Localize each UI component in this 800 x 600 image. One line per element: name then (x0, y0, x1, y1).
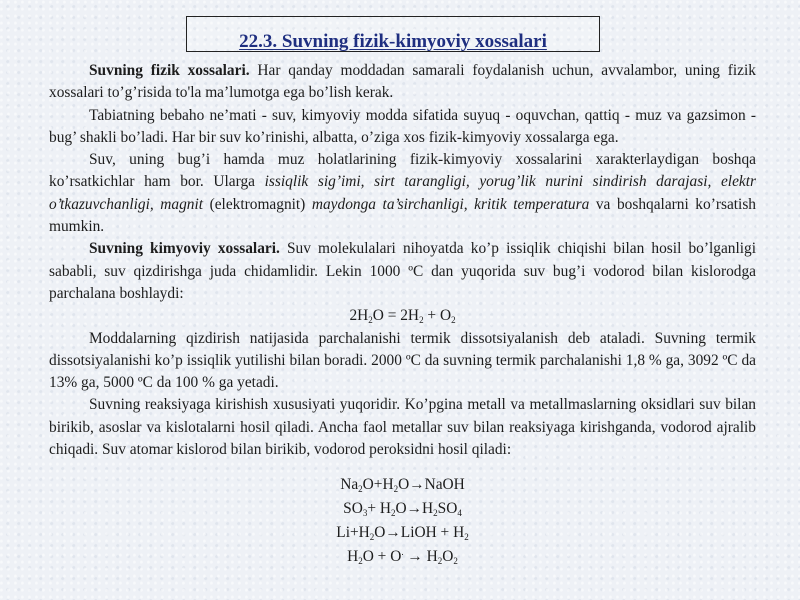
paragraph-chemical-properties (49, 238, 756, 305)
paragraph-states-of-water (49, 105, 756, 150)
equation-lithium: $Li+H_2O\to LiOH + H_2$ (336, 524, 469, 543)
arrow-icon: → (406, 500, 423, 518)
paragraph-text: (elektromagnit) (203, 195, 312, 213)
arrow-icon: → (385, 524, 401, 542)
paragraph-text: Suv, uning bug’i hamda muz holatlarining fizik-kimyoviy xossalarini xarakterlaydigan boshqa ko’rsatkichlar ham bor. Ularga (49, 151, 756, 191)
paragraph-physical-properties (49, 60, 756, 105)
equation-sodium-oxide: $Na_2O+H_2O\to NaOH$ (340, 476, 465, 495)
document-body (49, 60, 756, 569)
paragraph-text: Suvning reaksiyaga kirishish xususiyati yuqoridir. Ko’pgina metall va metallmaslarning oksidlari suv bilan birikib, asoslar va kislotalarni hosil qiladi. Ancha faol metallar suv bilan reaksiyaga kirishganda, vodorod ajralib chiqadi. Suv atomar kislorod bilan birikib, vodorod peroksidni hosil qiladi: (49, 396, 756, 459)
paragraph-text: Har qanday moddadan samarali foydalanish uchun, avvalambor, uning fizik xossalari to’g’risida to'la ma’lumotga ega bo’lish kerak. (49, 62, 756, 102)
italic-terms: issiqlik sig’imi, sirt tarangligi, yorug’lik nurini sindirish darajasi, elektr o’tkazuvchanligi, magnit (49, 173, 756, 213)
paragraph-text: Moddalarning qizdirish natijasida parchalanishi termik dissotsiyalanish deb ataladi. Suvning termik dissotsiyalanishi ko’p issiqlik yutilishi bilan boradi. 2000 ºC da suvning termik parchalanishi 1,8 % ga, 3092 ºC da 13% ga, 5000 ºC da 100 % ga yetadi. (49, 329, 756, 392)
reaction-equations (49, 473, 756, 569)
arrow-icon: → (409, 476, 425, 494)
paragraph-thermal-dissociation (49, 328, 756, 395)
paragraph-lead-chemical: Suvning kimyoviy xossalari. (89, 240, 280, 258)
arrow-icon: → (403, 548, 427, 566)
section-title-box (186, 16, 600, 52)
paragraph-lead-physical: Suvning fizik xossalari. (89, 62, 250, 79)
paragraph-reactivity (49, 394, 756, 461)
paragraph-text: va boshqalarni ko’rsatish mumkin. (49, 195, 757, 236)
paragraph-text: Tabiatning bebaho ne’mati - suv, kimyoviy modda sifatida suyuq - oquvchan, qattiq - muz va gazsimon - bug’ shakli bo’ladi. Har bir suv ko’rinishi, albatta, o’ziga xos fizik-kimyoviy xossalarga ega. (49, 106, 756, 146)
equation-sulfur-trioxide: $SO_3+ H_2O\to H_2SO_4$ (343, 500, 462, 519)
equation-water-decomposition: $2H_2O = 2H_2 + O_2$ (349, 307, 456, 326)
paragraph-indicators (49, 149, 756, 238)
equation-hydrogen-peroxide: $H_2O + O^. \to H_2O_2$ (347, 547, 458, 567)
paragraph-text: Suv molekulalari nihoyatda ko’p issiqlik chiqishi bilan hosil bo’lganligi sababli, suv qizdirishga juda chidamlidir. Lekin 1000 ºC dan yuqorida suv bug’i vodorod bilan kislorodga parchalana boshlaydi: (49, 240, 756, 302)
italic-terms: maydonga ta’sirchanligi, kritik temperatura (311, 195, 590, 213)
section-title: 22.3. Suvning fizik-kimyoviy xossalari (239, 31, 547, 52)
